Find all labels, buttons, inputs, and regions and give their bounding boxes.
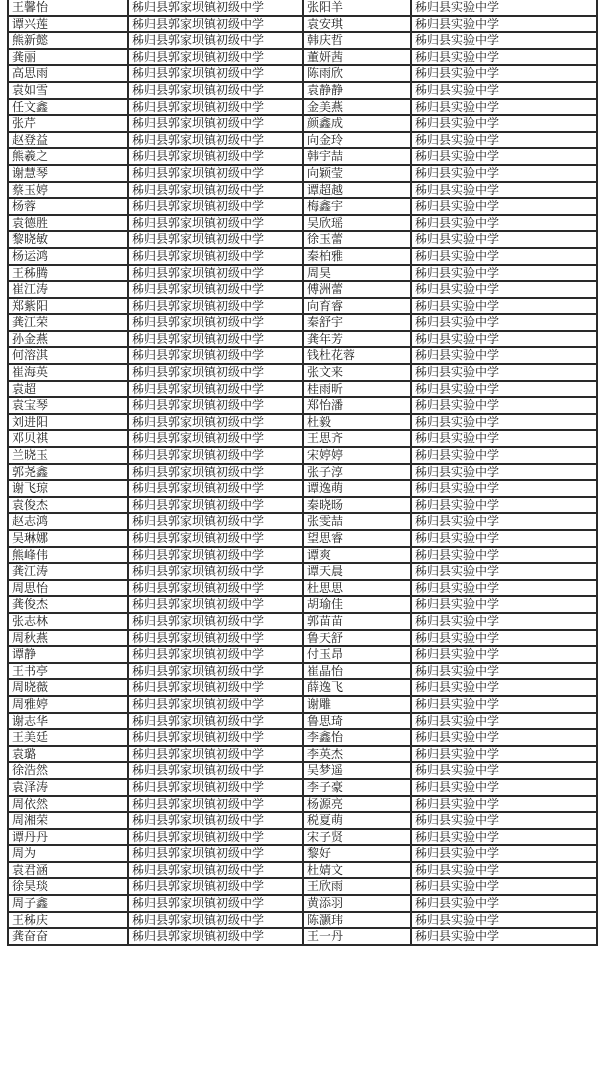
table-row xyxy=(8,447,597,464)
table-row xyxy=(8,829,597,846)
destination-school-cell: 秭归县实验中学 xyxy=(411,862,597,879)
destination-school-cell: 秭归县实验中学 xyxy=(411,646,597,663)
table-row xyxy=(8,16,597,33)
origin-school-cell: 秭归县郭家坝镇初级中学 xyxy=(128,265,303,282)
destination-school-cell: 秭归县实验中学 xyxy=(411,613,597,630)
destination-school-cell: 秭归县实验中学 xyxy=(411,729,597,746)
student-name-cell: 周依然 xyxy=(8,796,128,813)
student-name-cell: 吴琳娜 xyxy=(8,530,128,547)
student-name-cell: 吴梦遥 xyxy=(303,762,411,779)
destination-school-cell: 秭归县实验中学 xyxy=(411,165,597,182)
destination-school-cell: 秭归县实验中学 xyxy=(411,281,597,298)
table-row xyxy=(8,182,597,199)
table-row xyxy=(8,895,597,912)
student-name-cell: 杜婧文 xyxy=(303,862,411,879)
student-name-cell: 徐昊琰 xyxy=(8,878,128,895)
student-name-cell: 徐浩然 xyxy=(8,762,128,779)
table-row xyxy=(8,513,597,530)
student-name-cell: 傅洲蕾 xyxy=(303,281,411,298)
student-name-cell: 周秋燕 xyxy=(8,630,128,647)
origin-school-cell: 秭归县郭家坝镇初级中学 xyxy=(128,148,303,165)
destination-school-cell: 秭归县实验中学 xyxy=(411,713,597,730)
destination-school-cell: 秭归县实验中学 xyxy=(411,513,597,530)
destination-school-cell: 秭归县实验中学 xyxy=(411,397,597,414)
table-row xyxy=(8,663,597,680)
roster-body xyxy=(8,0,597,945)
origin-school-cell: 秭归县郭家坝镇初级中学 xyxy=(128,746,303,763)
table-row xyxy=(8,497,597,514)
student-name-cell: 周湘荣 xyxy=(8,812,128,829)
student-name-cell: 颜鑫成 xyxy=(303,115,411,132)
table-row xyxy=(8,464,597,481)
origin-school-cell: 秭归县郭家坝镇初级中学 xyxy=(128,547,303,564)
student-name-cell: 杨蓉 xyxy=(8,198,128,215)
student-name-cell: 任文鑫 xyxy=(8,99,128,116)
student-name-cell: 周晓薇 xyxy=(8,679,128,696)
student-name-cell: 王一丹 xyxy=(303,928,411,945)
table-row xyxy=(8,49,597,66)
student-name-cell: 李子豪 xyxy=(303,779,411,796)
destination-school-cell: 秭归县实验中学 xyxy=(411,16,597,33)
student-name-cell: 梅鑫宇 xyxy=(303,198,411,215)
origin-school-cell: 秭归县郭家坝镇初级中学 xyxy=(128,862,303,879)
destination-school-cell: 秭归县实验中学 xyxy=(411,480,597,497)
student-name-cell: 宋子贤 xyxy=(303,829,411,846)
table-row xyxy=(8,298,597,315)
destination-school-cell: 秭归县实验中学 xyxy=(411,331,597,348)
student-name-cell: 谭超越 xyxy=(303,182,411,199)
table-row xyxy=(8,480,597,497)
table-row xyxy=(8,729,597,746)
student-name-cell: 龚江涛 xyxy=(8,563,128,580)
student-name-cell: 谭天晨 xyxy=(303,563,411,580)
table-row xyxy=(8,414,597,431)
destination-school-cell: 秭归县实验中学 xyxy=(411,630,597,647)
destination-school-cell: 秭归县实验中学 xyxy=(411,0,597,16)
student-name-cell: 熊新懿 xyxy=(8,32,128,49)
student-name-cell: 鲁天舒 xyxy=(303,630,411,647)
student-name-cell: 王秭腾 xyxy=(8,265,128,282)
table-row xyxy=(8,0,597,16)
student-name-cell: 熊峰伟 xyxy=(8,547,128,564)
student-name-cell: 韩宇喆 xyxy=(303,148,411,165)
table-row xyxy=(8,248,597,265)
student-name-cell: 胡瑜佳 xyxy=(303,596,411,613)
table-row xyxy=(8,563,597,580)
table-row xyxy=(8,845,597,862)
origin-school-cell: 秭归县郭家坝镇初级中学 xyxy=(128,513,303,530)
student-name-cell: 熊羲之 xyxy=(8,148,128,165)
destination-school-cell: 秭归县实验中学 xyxy=(411,696,597,713)
origin-school-cell: 秭归县郭家坝镇初级中学 xyxy=(128,331,303,348)
destination-school-cell: 秭归县实验中学 xyxy=(411,49,597,66)
student-name-cell: 秦柏雅 xyxy=(303,248,411,265)
student-name-cell: 袁泽涛 xyxy=(8,779,128,796)
student-name-cell: 张文来 xyxy=(303,364,411,381)
destination-school-cell: 秭归县实验中学 xyxy=(411,779,597,796)
destination-school-cell: 秭归县实验中学 xyxy=(411,314,597,331)
student-name-cell: 向金玲 xyxy=(303,132,411,149)
student-name-cell: 谭静 xyxy=(8,646,128,663)
origin-school-cell: 秭归县郭家坝镇初级中学 xyxy=(128,613,303,630)
table-row xyxy=(8,530,597,547)
table-row xyxy=(8,265,597,282)
student-name-cell: 杨运鸿 xyxy=(8,248,128,265)
destination-school-cell: 秭归县实验中学 xyxy=(411,65,597,82)
student-roster-table xyxy=(7,0,598,946)
student-name-cell: 王思齐 xyxy=(303,430,411,447)
table-row xyxy=(8,812,597,829)
student-name-cell: 张芹 xyxy=(8,115,128,132)
table-row xyxy=(8,779,597,796)
student-name-cell: 崔晶怡 xyxy=(303,663,411,680)
destination-school-cell: 秭归县实验中学 xyxy=(411,298,597,315)
origin-school-cell: 秭归县郭家坝镇初级中学 xyxy=(128,497,303,514)
student-name-cell: 黎晓敏 xyxy=(8,231,128,248)
destination-school-cell: 秭归县实验中学 xyxy=(411,215,597,232)
student-name-cell: 鲁思琦 xyxy=(303,713,411,730)
student-name-cell: 崔江涛 xyxy=(8,281,128,298)
student-name-cell: 张志林 xyxy=(8,613,128,630)
table-row xyxy=(8,331,597,348)
origin-school-cell: 秭归县郭家坝镇初级中学 xyxy=(128,679,303,696)
origin-school-cell: 秭归县郭家坝镇初级中学 xyxy=(128,281,303,298)
student-name-cell: 税夏萌 xyxy=(303,812,411,829)
student-name-cell: 张雯喆 xyxy=(303,513,411,530)
origin-school-cell: 秭归县郭家坝镇初级中学 xyxy=(128,630,303,647)
origin-school-cell: 秭归县郭家坝镇初级中学 xyxy=(128,215,303,232)
student-name-cell: 龚俊杰 xyxy=(8,596,128,613)
origin-school-cell: 秭归县郭家坝镇初级中学 xyxy=(128,381,303,398)
student-name-cell: 金美燕 xyxy=(303,99,411,116)
table-row xyxy=(8,696,597,713)
student-name-cell: 韩庆哲 xyxy=(303,32,411,49)
origin-school-cell: 秭归县郭家坝镇初级中学 xyxy=(128,65,303,82)
student-name-cell: 刘进阳 xyxy=(8,414,128,431)
origin-school-cell: 秭归县郭家坝镇初级中学 xyxy=(128,530,303,547)
destination-school-cell: 秭归县实验中学 xyxy=(411,265,597,282)
student-name-cell: 王馨怡 xyxy=(8,0,128,16)
table-row xyxy=(8,630,597,647)
destination-school-cell: 秭归县实验中学 xyxy=(411,845,597,862)
student-name-cell: 赵登益 xyxy=(8,132,128,149)
origin-school-cell: 秭归县郭家坝镇初级中学 xyxy=(128,713,303,730)
student-name-cell: 黄添羽 xyxy=(303,895,411,912)
origin-school-cell: 秭归县郭家坝镇初级中学 xyxy=(128,779,303,796)
student-name-cell: 王书亭 xyxy=(8,663,128,680)
student-name-cell: 何溶淇 xyxy=(8,347,128,364)
student-name-cell: 崔海英 xyxy=(8,364,128,381)
destination-school-cell: 秭归县实验中学 xyxy=(411,878,597,895)
table-row xyxy=(8,115,597,132)
table-row xyxy=(8,198,597,215)
student-name-cell: 王美廷 xyxy=(8,729,128,746)
student-name-cell: 郭苗苗 xyxy=(303,613,411,630)
destination-school-cell: 秭归县实验中学 xyxy=(411,497,597,514)
table-row xyxy=(8,430,597,447)
student-name-cell: 袁宝琴 xyxy=(8,397,128,414)
student-name-cell: 向颖莹 xyxy=(303,165,411,182)
destination-school-cell: 秭归县实验中学 xyxy=(411,895,597,912)
table-row xyxy=(8,878,597,895)
origin-school-cell: 秭归县郭家坝镇初级中学 xyxy=(128,762,303,779)
student-name-cell: 蔡玉婷 xyxy=(8,182,128,199)
destination-school-cell: 秭归县实验中学 xyxy=(411,829,597,846)
table-row xyxy=(8,215,597,232)
origin-school-cell: 秭归县郭家坝镇初级中学 xyxy=(128,646,303,663)
origin-school-cell: 秭归县郭家坝镇初级中学 xyxy=(128,696,303,713)
destination-school-cell: 秭归县实验中学 xyxy=(411,182,597,199)
destination-school-cell: 秭归县实验中学 xyxy=(411,99,597,116)
table-row xyxy=(8,231,597,248)
destination-school-cell: 秭归县实验中学 xyxy=(411,347,597,364)
student-name-cell: 秦晓旸 xyxy=(303,497,411,514)
destination-school-cell: 秭归县实验中学 xyxy=(411,580,597,597)
origin-school-cell: 秭归县郭家坝镇初级中学 xyxy=(128,928,303,945)
origin-school-cell: 秭归县郭家坝镇初级中学 xyxy=(128,49,303,66)
destination-school-cell: 秭归县实验中学 xyxy=(411,596,597,613)
student-name-cell: 龚年芳 xyxy=(303,331,411,348)
destination-school-cell: 秭归县实验中学 xyxy=(411,364,597,381)
student-name-cell: 向育睿 xyxy=(303,298,411,315)
destination-school-cell: 秭归县实验中学 xyxy=(411,414,597,431)
table-row xyxy=(8,596,597,613)
destination-school-cell: 秭归县实验中学 xyxy=(411,231,597,248)
destination-school-cell: 秭归县实验中学 xyxy=(411,663,597,680)
table-row xyxy=(8,32,597,49)
destination-school-cell: 秭归县实验中学 xyxy=(411,679,597,696)
student-name-cell: 郭尧鑫 xyxy=(8,464,128,481)
destination-school-cell: 秭归县实验中学 xyxy=(411,796,597,813)
destination-school-cell: 秭归县实验中学 xyxy=(411,248,597,265)
table-row xyxy=(8,796,597,813)
student-name-cell: 徐玉蕾 xyxy=(303,231,411,248)
student-name-cell: 周为 xyxy=(8,845,128,862)
student-name-cell: 邓贝祺 xyxy=(8,430,128,447)
table-row xyxy=(8,82,597,99)
destination-school-cell: 秭归县实验中学 xyxy=(411,447,597,464)
student-name-cell: 张阳羊 xyxy=(303,0,411,16)
origin-school-cell: 秭归县郭家坝镇初级中学 xyxy=(128,0,303,16)
origin-school-cell: 秭归县郭家坝镇初级中学 xyxy=(128,796,303,813)
destination-school-cell: 秭归县实验中学 xyxy=(411,132,597,149)
student-name-cell: 袁君涵 xyxy=(8,862,128,879)
table-row xyxy=(8,148,597,165)
origin-school-cell: 秭归县郭家坝镇初级中学 xyxy=(128,563,303,580)
student-name-cell: 龚丽 xyxy=(8,49,128,66)
table-row xyxy=(8,165,597,182)
student-name-cell: 高思雨 xyxy=(8,65,128,82)
student-name-cell: 宋婷婷 xyxy=(303,447,411,464)
table-row xyxy=(8,381,597,398)
destination-school-cell: 秭归县实验中学 xyxy=(411,198,597,215)
destination-school-cell: 秭归县实验中学 xyxy=(411,547,597,564)
destination-school-cell: 秭归县实验中学 xyxy=(411,381,597,398)
origin-school-cell: 秭归县郭家坝镇初级中学 xyxy=(128,132,303,149)
student-name-cell: 谢志华 xyxy=(8,713,128,730)
table-row xyxy=(8,547,597,564)
student-name-cell: 周子鑫 xyxy=(8,895,128,912)
origin-school-cell: 秭归县郭家坝镇初级中学 xyxy=(128,82,303,99)
origin-school-cell: 秭归县郭家坝镇初级中学 xyxy=(128,165,303,182)
origin-school-cell: 秭归县郭家坝镇初级中学 xyxy=(128,397,303,414)
student-name-cell: 兰晓玉 xyxy=(8,447,128,464)
table-row xyxy=(8,132,597,149)
origin-school-cell: 秭归县郭家坝镇初级中学 xyxy=(128,430,303,447)
student-name-cell: 杜思思 xyxy=(303,580,411,597)
student-name-cell: 谭兴莲 xyxy=(8,16,128,33)
destination-school-cell: 秭归县实验中学 xyxy=(411,762,597,779)
student-name-cell: 桂雨昕 xyxy=(303,381,411,398)
destination-school-cell: 秭归县实验中学 xyxy=(411,530,597,547)
origin-school-cell: 秭归县郭家坝镇初级中学 xyxy=(128,580,303,597)
origin-school-cell: 秭归县郭家坝镇初级中学 xyxy=(128,812,303,829)
table-row xyxy=(8,746,597,763)
student-name-cell: 周雅婷 xyxy=(8,696,128,713)
student-name-cell: 杜毅 xyxy=(303,414,411,431)
student-name-cell: 王欣雨 xyxy=(303,878,411,895)
origin-school-cell: 秭归县郭家坝镇初级中学 xyxy=(128,99,303,116)
student-name-cell: 袁静静 xyxy=(303,82,411,99)
table-row xyxy=(8,713,597,730)
table-row xyxy=(8,679,597,696)
origin-school-cell: 秭归县郭家坝镇初级中学 xyxy=(128,878,303,895)
table-row xyxy=(8,912,597,929)
student-name-cell: 谢飞琼 xyxy=(8,480,128,497)
student-name-cell: 望思睿 xyxy=(303,530,411,547)
student-name-cell: 张子淳 xyxy=(303,464,411,481)
table-row xyxy=(8,314,597,331)
student-name-cell: 郑紫阳 xyxy=(8,298,128,315)
origin-school-cell: 秭归县郭家坝镇初级中学 xyxy=(128,364,303,381)
table-row xyxy=(8,65,597,82)
student-name-cell: 秦舒宇 xyxy=(303,314,411,331)
student-name-cell: 谭爽 xyxy=(303,547,411,564)
student-name-cell: 黎好 xyxy=(303,845,411,862)
student-name-cell: 谭丹丹 xyxy=(8,829,128,846)
student-name-cell: 李英杰 xyxy=(303,746,411,763)
origin-school-cell: 秭归县郭家坝镇初级中学 xyxy=(128,182,303,199)
student-name-cell: 谢慧琴 xyxy=(8,165,128,182)
destination-school-cell: 秭归县实验中学 xyxy=(411,928,597,945)
student-name-cell: 袁璐 xyxy=(8,746,128,763)
destination-school-cell: 秭归县实验中学 xyxy=(411,464,597,481)
table-row xyxy=(8,281,597,298)
student-name-cell: 陈雨欣 xyxy=(303,65,411,82)
student-name-cell: 龚奋奋 xyxy=(8,928,128,945)
student-name-cell: 孙金燕 xyxy=(8,331,128,348)
student-name-cell: 李鑫怡 xyxy=(303,729,411,746)
student-name-cell: 谭逸萌 xyxy=(303,480,411,497)
destination-school-cell: 秭归县实验中学 xyxy=(411,115,597,132)
table-row xyxy=(8,646,597,663)
table-row xyxy=(8,99,597,116)
origin-school-cell: 秭归县郭家坝镇初级中学 xyxy=(128,895,303,912)
origin-school-cell: 秭归县郭家坝镇初级中学 xyxy=(128,314,303,331)
student-name-cell: 袁德胜 xyxy=(8,215,128,232)
origin-school-cell: 秭归县郭家坝镇初级中学 xyxy=(128,298,303,315)
origin-school-cell: 秭归县郭家坝镇初级中学 xyxy=(128,198,303,215)
origin-school-cell: 秭归县郭家坝镇初级中学 xyxy=(128,663,303,680)
destination-school-cell: 秭归县实验中学 xyxy=(411,430,597,447)
table-row xyxy=(8,762,597,779)
destination-school-cell: 秭归县实验中学 xyxy=(411,32,597,49)
origin-school-cell: 秭归县郭家坝镇初级中学 xyxy=(128,596,303,613)
destination-school-cell: 秭归县实验中学 xyxy=(411,563,597,580)
origin-school-cell: 秭归县郭家坝镇初级中学 xyxy=(128,447,303,464)
table-row xyxy=(8,862,597,879)
student-name-cell: 薛逸飞 xyxy=(303,679,411,696)
student-name-cell: 袁超 xyxy=(8,381,128,398)
destination-school-cell: 秭归县实验中学 xyxy=(411,746,597,763)
origin-school-cell: 秭归县郭家坝镇初级中学 xyxy=(128,912,303,929)
student-name-cell: 陈灏玮 xyxy=(303,912,411,929)
table-row xyxy=(8,364,597,381)
origin-school-cell: 秭归县郭家坝镇初级中学 xyxy=(128,347,303,364)
origin-school-cell: 秭归县郭家坝镇初级中学 xyxy=(128,480,303,497)
origin-school-cell: 秭归县郭家坝镇初级中学 xyxy=(128,248,303,265)
table-row xyxy=(8,580,597,597)
origin-school-cell: 秭归县郭家坝镇初级中学 xyxy=(128,16,303,33)
student-name-cell: 周思怡 xyxy=(8,580,128,597)
table-row xyxy=(8,928,597,945)
student-name-cell: 王秭庆 xyxy=(8,912,128,929)
origin-school-cell: 秭归县郭家坝镇初级中学 xyxy=(128,115,303,132)
student-name-cell: 袁如雪 xyxy=(8,82,128,99)
student-name-cell: 袁俊杰 xyxy=(8,497,128,514)
student-name-cell: 周昊 xyxy=(303,265,411,282)
student-name-cell: 付玉昂 xyxy=(303,646,411,663)
origin-school-cell: 秭归县郭家坝镇初级中学 xyxy=(128,231,303,248)
destination-school-cell: 秭归县实验中学 xyxy=(411,148,597,165)
destination-school-cell: 秭归县实验中学 xyxy=(411,812,597,829)
student-name-cell: 龚江荣 xyxy=(8,314,128,331)
student-name-cell: 赵志鸿 xyxy=(8,513,128,530)
table-row xyxy=(8,397,597,414)
table-row xyxy=(8,613,597,630)
student-name-cell: 谢雕 xyxy=(303,696,411,713)
student-name-cell: 董妍茜 xyxy=(303,49,411,66)
origin-school-cell: 秭归县郭家坝镇初级中学 xyxy=(128,845,303,862)
destination-school-cell: 秭归县实验中学 xyxy=(411,912,597,929)
student-name-cell: 袁安琪 xyxy=(303,16,411,33)
student-name-cell: 钱杜花蓉 xyxy=(303,347,411,364)
student-name-cell: 吴欣瑶 xyxy=(303,215,411,232)
destination-school-cell: 秭归县实验中学 xyxy=(411,82,597,99)
origin-school-cell: 秭归县郭家坝镇初级中学 xyxy=(128,32,303,49)
student-name-cell: 杨源亮 xyxy=(303,796,411,813)
origin-school-cell: 秭归县郭家坝镇初级中学 xyxy=(128,729,303,746)
table-row xyxy=(8,347,597,364)
origin-school-cell: 秭归县郭家坝镇初级中学 xyxy=(128,829,303,846)
origin-school-cell: 秭归县郭家坝镇初级中学 xyxy=(128,414,303,431)
origin-school-cell: 秭归县郭家坝镇初级中学 xyxy=(128,464,303,481)
student-name-cell: 郑怡潘 xyxy=(303,397,411,414)
